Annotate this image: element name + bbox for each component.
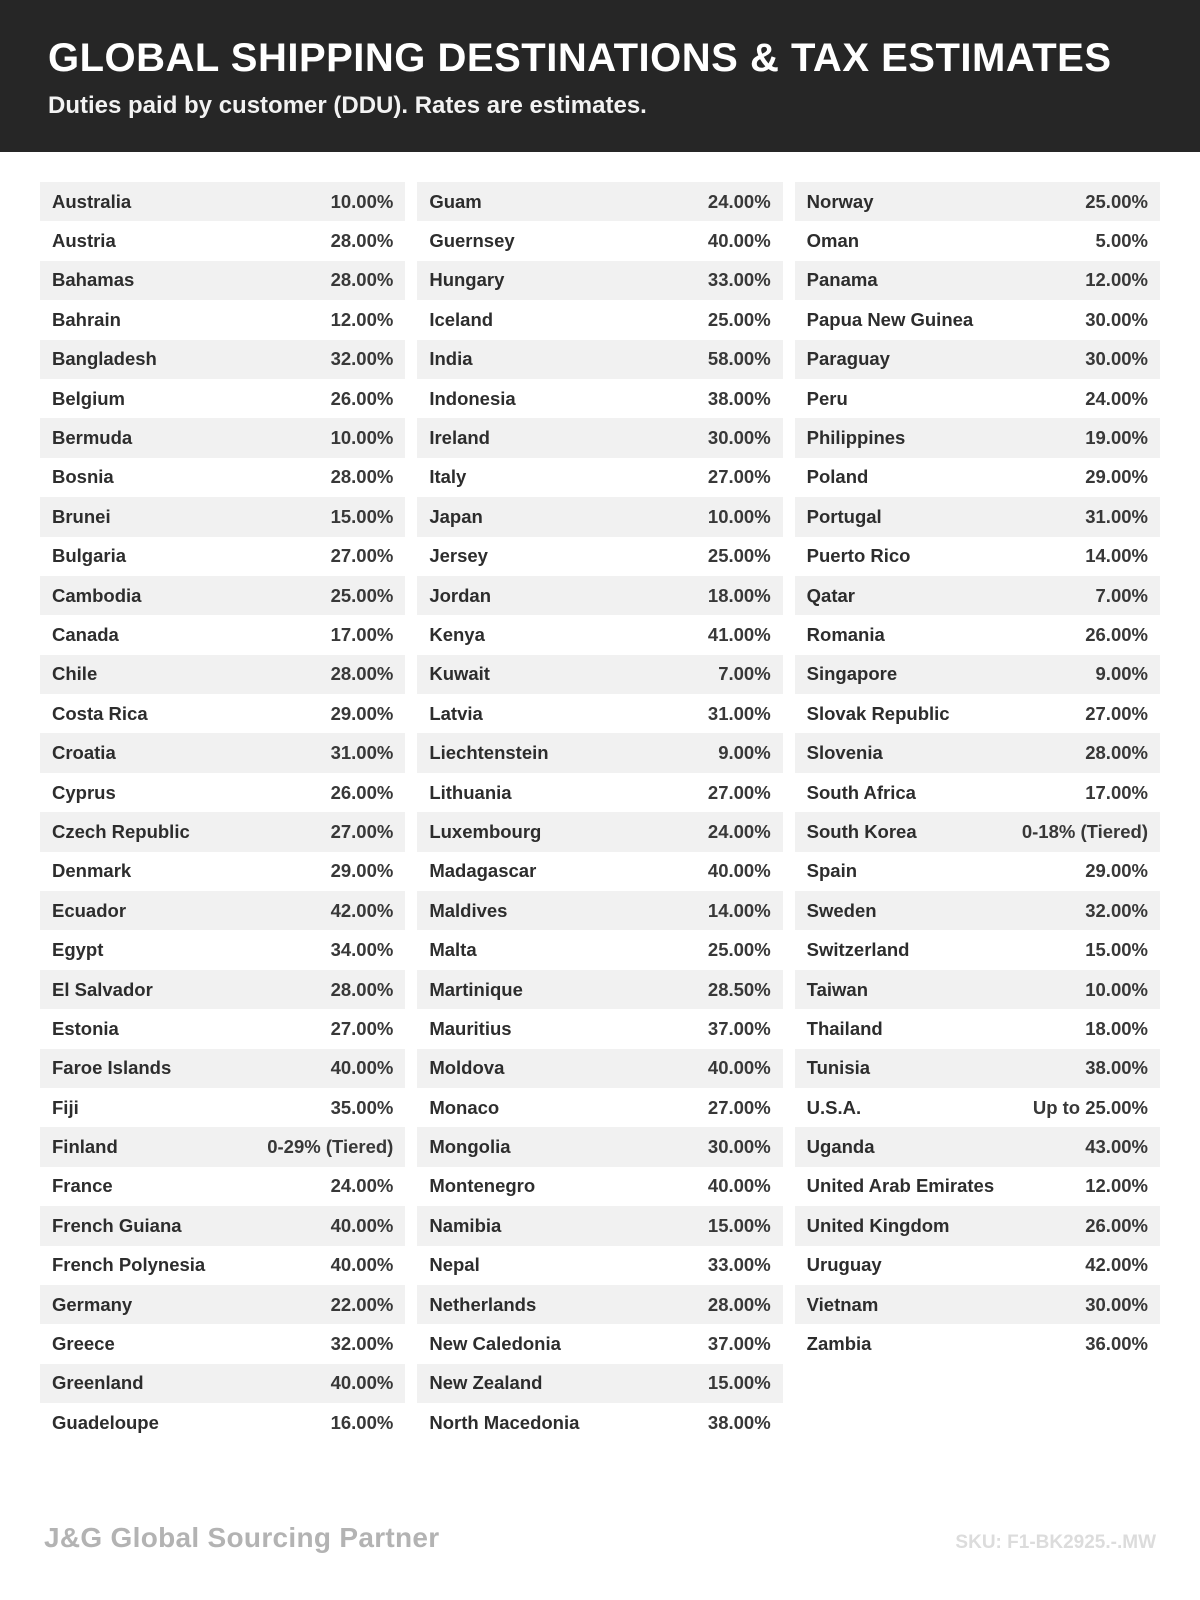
table-row [40, 1285, 405, 1324]
table-row [417, 852, 782, 891]
country-name: Indonesia [429, 387, 516, 409]
page-subtitle: Duties paid by customer (DDU). Rates are estimates. [48, 92, 647, 119]
country-name: Papua New Guinea [806, 308, 974, 330]
country-name: Egypt [52, 939, 104, 961]
tax-rate: 34.00% [330, 939, 394, 961]
table-row [795, 1285, 1160, 1324]
tax-rate: 40.00% [707, 860, 771, 882]
tax-rate: 32.00% [330, 348, 394, 370]
table-row [795, 221, 1160, 260]
tax-rate: 10.00% [1085, 978, 1148, 1000]
country-name: Bosnia [52, 466, 114, 488]
tax-rate: 41.00% [707, 623, 771, 645]
tax-rate: 32.00% [1085, 899, 1148, 921]
table-row [417, 261, 782, 300]
page-header [0, 0, 1200, 152]
tax-rate: 7.00% [1095, 584, 1148, 606]
tax-rate: 29.00% [1085, 860, 1148, 882]
tax-rate: 28.00% [1085, 742, 1148, 764]
table-row [417, 812, 782, 851]
country-name: Nepal [429, 1254, 480, 1276]
table-row [417, 182, 782, 221]
country-name: Uruguay [806, 1254, 882, 1276]
table-row [795, 615, 1160, 654]
tax-rate: 10.00% [330, 427, 394, 449]
table-row [795, 773, 1160, 812]
table-row [795, 340, 1160, 379]
tax-rate: 0-18% (Tiered) [1021, 820, 1148, 842]
sku-label: SKU: F1-BK2925.-.MW [955, 1532, 1156, 1553]
country-name: Estonia [52, 1017, 119, 1039]
table-row [40, 694, 405, 733]
country-name: Cyprus [52, 781, 116, 803]
tax-rate: 27.00% [707, 1096, 771, 1118]
tax-rate: 26.00% [1085, 623, 1148, 645]
country-name: Sweden [806, 899, 877, 921]
tax-rate: 18.00% [707, 584, 771, 606]
tax-rate: 42.00% [1085, 1254, 1148, 1276]
country-name: Bahamas [52, 269, 135, 291]
country-name: Greece [52, 1333, 115, 1355]
table-row [40, 1324, 405, 1363]
table-row [417, 1127, 782, 1166]
table-row [40, 773, 405, 812]
tax-rate: 12.00% [330, 308, 394, 330]
tax-rate: 22.00% [330, 1293, 394, 1315]
tax-rate: 29.00% [330, 702, 394, 724]
tax-rate: 5.00% [1095, 230, 1148, 252]
table-row [795, 891, 1160, 930]
table-row [40, 970, 405, 1009]
table-row [40, 891, 405, 930]
country-name: France [52, 1175, 113, 1197]
table-row [795, 1009, 1160, 1048]
table-row [795, 458, 1160, 497]
tax-rate: 40.00% [707, 1057, 771, 1079]
country-name: Iceland [429, 308, 494, 330]
country-name: Jordan [429, 584, 492, 606]
country-name: Kenya [429, 623, 485, 645]
page-title: GLOBAL SHIPPING DESTINATIONS & TAX ESTIMATES [48, 36, 1112, 80]
table-row [417, 221, 782, 260]
table-row [795, 300, 1160, 339]
tax-rate: 42.00% [330, 899, 394, 921]
tax-rate: Up to 25.00% [1032, 1096, 1148, 1118]
tax-rate: 31.00% [330, 742, 394, 764]
country-name: Montenegro [429, 1175, 536, 1197]
country-name: El Salvador [52, 978, 153, 1000]
table-row [417, 458, 782, 497]
table-row [40, 379, 405, 418]
tax-rate: 25.00% [330, 584, 394, 606]
country-name: Lithuania [429, 781, 512, 803]
tax-rate: 15.00% [707, 1372, 771, 1394]
tax-rate: 30.00% [1085, 308, 1148, 330]
country-name: Germany [52, 1293, 133, 1315]
table-row [795, 1167, 1160, 1206]
country-name: Paraguay [806, 348, 890, 370]
tax-table [0, 182, 1200, 1443]
tax-rate: 15.00% [330, 505, 394, 527]
tax-rate: 27.00% [707, 781, 771, 803]
tax-rate: 58.00% [707, 348, 771, 370]
table-row [40, 418, 405, 457]
tax-rate: 28.00% [330, 269, 394, 291]
table-row [795, 1049, 1160, 1088]
table-row [417, 615, 782, 654]
table-row [40, 340, 405, 379]
tax-rate: 9.00% [1095, 663, 1148, 685]
table-row [40, 1127, 405, 1166]
country-name: Slovenia [806, 742, 883, 764]
country-name: Thailand [806, 1017, 883, 1039]
table-row [40, 1088, 405, 1127]
table-row [417, 1167, 782, 1206]
tax-rate: 40.00% [707, 1175, 771, 1197]
table-row [40, 261, 405, 300]
tax-rate: 10.00% [330, 190, 394, 212]
table-row [795, 1246, 1160, 1285]
country-name: Guernsey [429, 230, 515, 252]
country-name: Cambodia [52, 584, 142, 606]
country-name: Philippines [806, 427, 906, 449]
country-name: Martinique [429, 978, 523, 1000]
tax-rate: 9.00% [718, 742, 771, 764]
tax-rate: 24.00% [707, 190, 771, 212]
tax-rate: 36.00% [1085, 1333, 1148, 1355]
table-row [795, 930, 1160, 969]
country-name: French Guiana [52, 1214, 182, 1236]
table-row [417, 1088, 782, 1127]
country-name: Ireland [429, 427, 490, 449]
table-row [795, 497, 1160, 536]
country-name: India [429, 348, 473, 370]
table-row [40, 221, 405, 260]
tax-rate: 25.00% [707, 545, 771, 567]
tax-rate: 28.00% [707, 1293, 771, 1315]
country-name: Puerto Rico [806, 545, 911, 567]
country-name: United Arab Emirates [806, 1175, 995, 1197]
country-name: South Africa [806, 781, 916, 803]
tax-rate: 40.00% [330, 1214, 394, 1236]
tax-rate: 37.00% [707, 1017, 771, 1039]
tax-rate: 29.00% [1085, 466, 1148, 488]
country-name: Norway [806, 190, 874, 212]
table-row [40, 537, 405, 576]
country-name: Croatia [52, 742, 116, 764]
country-name: Japan [429, 505, 483, 527]
country-name: Liechtenstein [429, 742, 549, 764]
table-row [417, 537, 782, 576]
table-row [417, 733, 782, 772]
table-row [40, 812, 405, 851]
tax-rate: 30.00% [1085, 348, 1148, 370]
table-row [417, 1364, 782, 1403]
country-name: Guam [429, 190, 482, 212]
country-name: Jersey [429, 545, 488, 567]
country-name: Fiji [52, 1096, 79, 1118]
tax-rate: 10.00% [707, 505, 771, 527]
table-row [40, 615, 405, 654]
country-name: Greenland [52, 1372, 144, 1394]
brand-name: J&G Global Sourcing Partner [44, 1522, 440, 1553]
country-name: Maldives [429, 899, 508, 921]
tax-rate: 37.00% [707, 1333, 771, 1355]
country-name: Namibia [429, 1214, 502, 1236]
table-row [795, 418, 1160, 457]
tax-rate: 43.00% [1085, 1136, 1148, 1158]
table-row [795, 1088, 1160, 1127]
country-name: United Kingdom [806, 1214, 950, 1236]
country-name: New Caledonia [429, 1333, 561, 1355]
country-name: Spain [806, 860, 858, 882]
tax-rate: 32.00% [330, 1333, 394, 1355]
tax-rate: 27.00% [1085, 702, 1148, 724]
country-name: Poland [806, 466, 869, 488]
tax-rate: 0-29% (Tiered) [267, 1136, 394, 1158]
table-row [40, 1009, 405, 1048]
table-row [417, 300, 782, 339]
table-row [40, 182, 405, 221]
table-row [417, 1206, 782, 1245]
tax-rate: 33.00% [707, 1254, 771, 1276]
tax-rate: 30.00% [707, 1136, 771, 1158]
tax-rate: 28.00% [330, 230, 394, 252]
tax-rate: 31.00% [707, 702, 771, 724]
table-row [40, 576, 405, 615]
country-name: Bahrain [52, 308, 121, 330]
table-row [40, 1246, 405, 1285]
table-row [417, 418, 782, 457]
table-row [40, 655, 405, 694]
table-row [417, 1246, 782, 1285]
table-row [417, 576, 782, 615]
country-name: Tunisia [806, 1057, 871, 1079]
country-name: Malta [429, 939, 477, 961]
table-row [417, 970, 782, 1009]
country-name: South Korea [806, 820, 917, 842]
country-name: Australia [52, 190, 132, 212]
table-row [417, 773, 782, 812]
tax-rate: 27.00% [707, 466, 771, 488]
table-row [417, 930, 782, 969]
table-row [417, 1403, 782, 1442]
tax-rate: 28.50% [707, 978, 771, 1000]
country-name: Hungary [429, 269, 505, 291]
tax-rate: 25.00% [1085, 190, 1148, 212]
table-row [795, 970, 1160, 1009]
tax-rate: 27.00% [330, 545, 394, 567]
tax-table-column-3 [795, 182, 1160, 1443]
table-row [795, 379, 1160, 418]
tax-table-column-2 [417, 182, 782, 1443]
tax-table-column-1 [40, 182, 405, 1443]
country-name: Bermuda [52, 427, 133, 449]
tax-rate: 17.00% [1085, 781, 1148, 803]
tax-rate: 40.00% [330, 1254, 394, 1276]
tax-rate: 40.00% [707, 230, 771, 252]
table-row [417, 379, 782, 418]
table-row [795, 261, 1160, 300]
table-row [417, 1049, 782, 1088]
table-row [795, 1127, 1160, 1166]
country-name: Netherlands [429, 1293, 537, 1315]
tax-rate: 28.00% [330, 466, 394, 488]
tax-rate: 28.00% [330, 663, 394, 685]
tax-rate: 15.00% [1085, 939, 1148, 961]
country-name: Mongolia [429, 1136, 511, 1158]
tax-rate: 26.00% [330, 781, 394, 803]
tax-rate: 26.00% [330, 387, 394, 409]
table-row [795, 655, 1160, 694]
country-name: Uganda [806, 1136, 875, 1158]
table-row [417, 1009, 782, 1048]
table-row [417, 694, 782, 733]
tax-rate: 25.00% [707, 308, 771, 330]
country-name: Austria [52, 230, 116, 252]
country-name: North Macedonia [429, 1411, 580, 1433]
tax-rate: 15.00% [707, 1214, 771, 1236]
tax-rate: 30.00% [707, 427, 771, 449]
country-name: Slovak Republic [806, 702, 950, 724]
country-name: Canada [52, 623, 119, 645]
table-row [795, 733, 1160, 772]
country-name: Italy [429, 466, 467, 488]
tax-rate: 38.00% [707, 387, 771, 409]
table-row [795, 1324, 1160, 1363]
country-name: U.S.A. [806, 1096, 862, 1118]
table-row [795, 694, 1160, 733]
country-name: Denmark [52, 860, 132, 882]
country-name: Costa Rica [52, 702, 148, 724]
country-name: Brunei [52, 505, 111, 527]
tax-rate: 17.00% [330, 623, 394, 645]
country-name: Kuwait [429, 663, 490, 685]
country-name: Bangladesh [52, 348, 157, 370]
table-row [40, 300, 405, 339]
country-name: Latvia [429, 702, 483, 724]
table-row [40, 1206, 405, 1245]
table-row [40, 458, 405, 497]
country-name: Ecuador [52, 899, 127, 921]
table-row [40, 930, 405, 969]
table-row [795, 537, 1160, 576]
table-row [795, 576, 1160, 615]
tax-rate: 27.00% [330, 1017, 394, 1039]
tax-rate: 12.00% [1085, 1175, 1148, 1197]
tax-rate: 14.00% [1085, 545, 1148, 567]
tax-rate: 40.00% [330, 1057, 394, 1079]
table-row [417, 1285, 782, 1324]
tax-rate: 38.00% [707, 1411, 771, 1433]
country-name: Finland [52, 1136, 118, 1158]
tax-rate: 24.00% [1085, 387, 1148, 409]
tax-rate: 31.00% [1085, 505, 1148, 527]
tax-rate: 24.00% [330, 1175, 394, 1197]
table-row [417, 1324, 782, 1363]
country-name: Peru [806, 387, 848, 409]
tax-rate: 12.00% [1085, 269, 1148, 291]
country-name: Zambia [806, 1333, 872, 1355]
table-row [40, 497, 405, 536]
tax-rate: 14.00% [707, 899, 771, 921]
table-row [40, 1403, 405, 1442]
tax-rate: 24.00% [707, 820, 771, 842]
tax-rate: 35.00% [330, 1096, 394, 1118]
table-row [40, 733, 405, 772]
table-row [795, 812, 1160, 851]
table-row [40, 852, 405, 891]
table-row [40, 1167, 405, 1206]
tax-rate: 29.00% [330, 860, 394, 882]
country-name: Portugal [806, 505, 882, 527]
country-name: Qatar [806, 584, 855, 606]
tax-rate: 30.00% [1085, 1293, 1148, 1315]
country-name: Faroe Islands [52, 1057, 172, 1079]
tax-rate: 33.00% [707, 269, 771, 291]
tax-rate: 26.00% [1085, 1214, 1148, 1236]
tax-rate: 40.00% [330, 1372, 394, 1394]
country-name: Chile [52, 663, 98, 685]
tax-rate: 16.00% [330, 1411, 394, 1433]
tax-rate: 27.00% [330, 820, 394, 842]
country-name: Monaco [429, 1096, 500, 1118]
country-name: Luxembourg [429, 820, 542, 842]
country-name: Switzerland [806, 939, 910, 961]
country-name: Oman [806, 230, 860, 252]
tax-rate: 7.00% [718, 663, 771, 685]
country-name: Taiwan [806, 978, 868, 1000]
table-row [795, 1206, 1160, 1245]
country-name: Bulgaria [52, 545, 127, 567]
tax-rate: 25.00% [707, 939, 771, 961]
tax-rate: 28.00% [330, 978, 394, 1000]
country-name: Vietnam [806, 1293, 879, 1315]
country-name: New Zealand [429, 1372, 543, 1394]
country-name: Moldova [429, 1057, 505, 1079]
page-footer [0, 1522, 1200, 1600]
table-row [417, 891, 782, 930]
country-name: Belgium [52, 387, 125, 409]
tax-rate: 38.00% [1085, 1057, 1148, 1079]
country-name: Romania [806, 623, 885, 645]
country-name: Panama [806, 269, 878, 291]
table-row [417, 497, 782, 536]
country-name: Mauritius [429, 1017, 512, 1039]
table-row [417, 340, 782, 379]
table-row [40, 1049, 405, 1088]
table-row [795, 852, 1160, 891]
table-row [417, 655, 782, 694]
tax-rate: 18.00% [1085, 1017, 1148, 1039]
country-name: French Polynesia [52, 1254, 206, 1276]
country-name: Guadeloupe [52, 1411, 159, 1433]
country-name: Czech Republic [52, 820, 190, 842]
country-name: Singapore [806, 663, 898, 685]
table-row [40, 1364, 405, 1403]
table-row [795, 182, 1160, 221]
country-name: Madagascar [429, 860, 537, 882]
tax-rate: 19.00% [1085, 427, 1148, 449]
